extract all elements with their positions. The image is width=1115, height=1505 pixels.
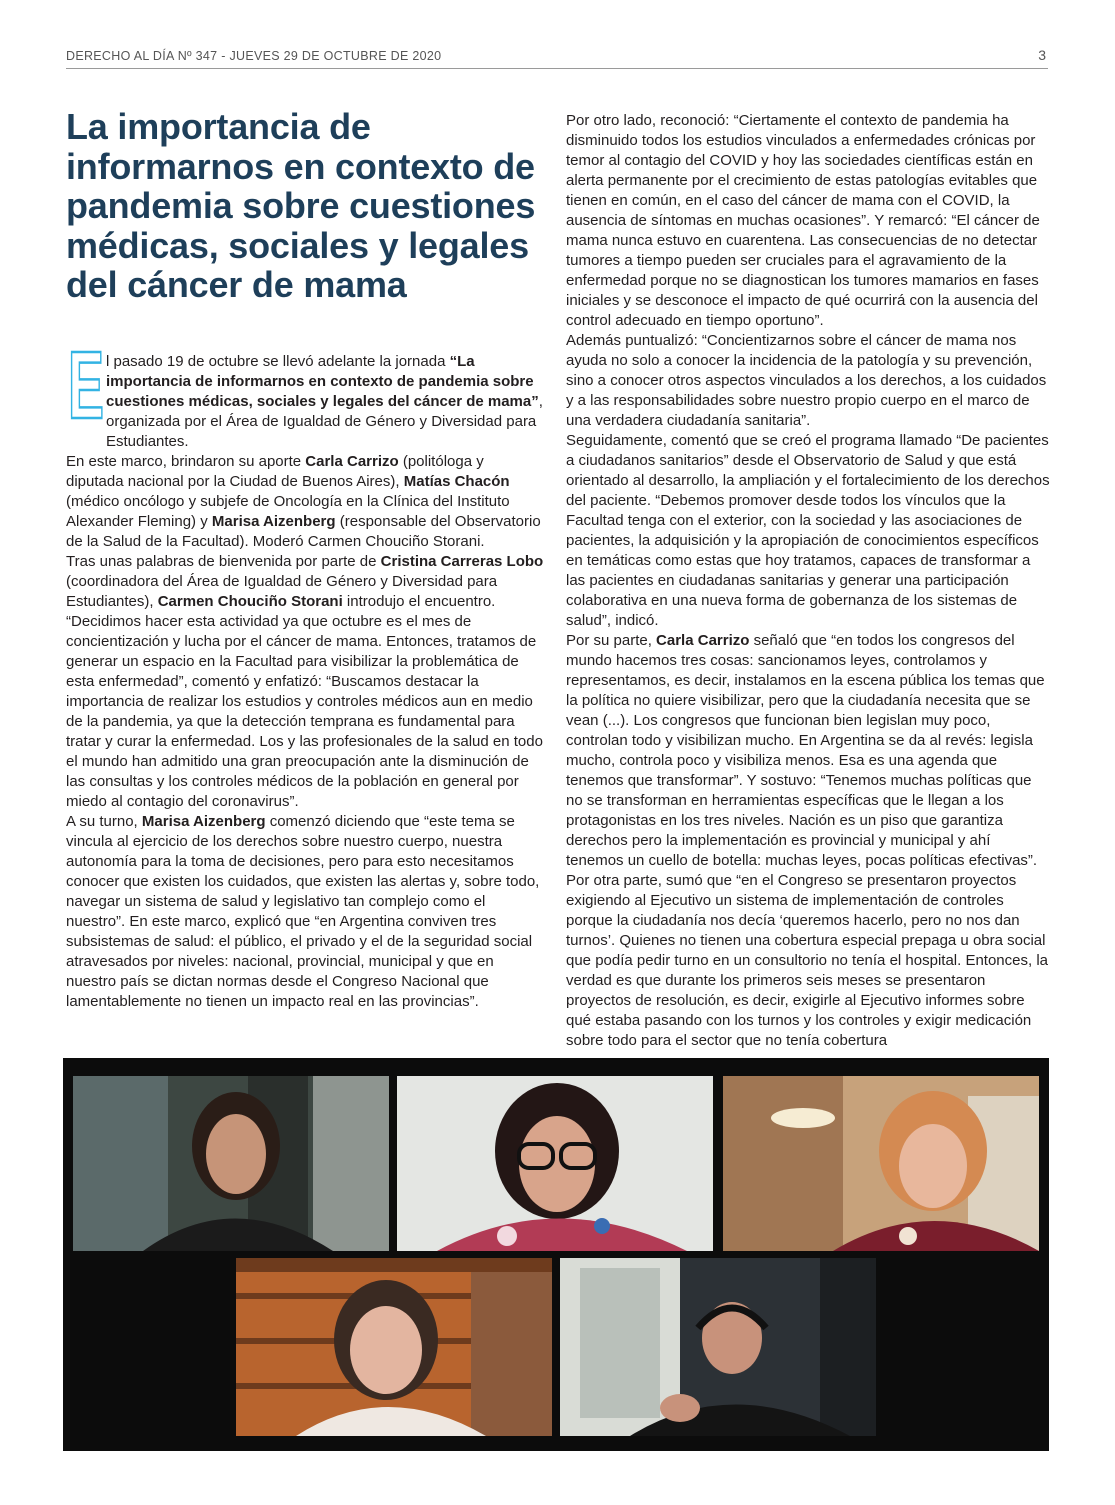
speaker-name: Marisa Aizenberg bbox=[141, 813, 266, 830]
participant-tile bbox=[236, 1258, 552, 1436]
article-column-left bbox=[66, 352, 544, 1012]
video-call-screenshot bbox=[63, 1058, 1049, 1451]
paragraph-carrizo bbox=[566, 631, 1050, 871]
participant-photo bbox=[560, 1258, 876, 1436]
intro-rest: , organizada por el Área de Igualdad de Género y Diversidad para Estudiantes. bbox=[106, 393, 543, 450]
participant-photo bbox=[723, 1076, 1039, 1251]
aizenberg-text: comenzó diciendo que “este tema se vincula al ejercicio de los derechos sobre nuestro cuerpo, nuestra autonomía para la toma de decisiones, pero para esto necesitamos conocer que existen los cuidados, que existen las alertas y, sobre todo, navegar un sistema de salud y legislativo tan complejo como el nuestro”. En este marco, explicó que “en Argentina conviven tres subsistemas de salud: el público, el privado y el de la seguridad social atravesados por niveles: nacional, provincial, municipal y que en nuestro país se dictan normas desde el Congreso Nacional que lamentablemente no tienen un impacto real en las provincias”. bbox=[66, 813, 540, 1010]
speakers-text: (politóloga y diputada nacional por la Ciudad de Buenos Aires), bbox=[66, 453, 484, 490]
aizenberg-text: A su turno, bbox=[66, 813, 142, 830]
participant-tile bbox=[560, 1258, 876, 1436]
welcome-text: (coordinadora del Área de Igualdad de Género y Diversidad para Estudiantes), bbox=[66, 573, 498, 610]
paragraph-pandemic: Por otro lado, reconoció: “Ciertamente el contexto de pandemia ha disminuido todos los estudios vinculados a enfermedades crónicas por temor al contagio del COVID y hoy las sociedades científicas están en alerta permanente por el crecimiento de estas patologías evitables que tienen en común, en el caso del cáncer de mama con el COVID, la ausencia de síntomas en muchas ocasiones”. Y remarcó: “El cáncer de mama nunca estuvo en cuarentena. Las consecuencias de no detectar tumores a tiempo pueden ser cruciales para el agravamiento de la enfermedad porque no se diagnostican los tumores mamarios en fases iniciales y se desconoce el impacto de qué ocurrirá con la ausencia del control adecuado en tiempo oportuno”. bbox=[566, 112, 1040, 329]
participant-tile bbox=[73, 1076, 389, 1251]
paragraph-intro bbox=[66, 352, 544, 452]
intro-text: l pasado 19 de octubre se llevó adelante la jornada bbox=[106, 353, 450, 370]
welcome-text: introdujo el encuentro. “Decidimos hacer esta actividad ya que octubre es el mes de concientización y lucha por el cáncer de mama. Entonces, tratamos de generar un espacio en la Facultad para visibilizar la problemática de esta enfermedad”, comentó y enfatizó: “Buscamos destacar la importancia de realizar los estudios y controles médicos aun en medio de la pandemia, ya que la detección temprana es fundamental para tratar y curar la enfermedad. Los y las profesionales de la salud en todo el mundo han admitido una gran preocupación ante la disminución de las consultas y los controles médicos de la población en general por miedo al contagio del coronavirus”. bbox=[66, 593, 543, 810]
speakers-text: (médico oncólogo y subjefe de Oncología en la Clínica del Instituto Alexander Fleming) y bbox=[66, 493, 510, 530]
page-number: 3 bbox=[1038, 47, 1046, 63]
page-header bbox=[66, 48, 1048, 69]
speakers-text: (responsable del Observatorio de la Salud de la Facultad). Moderó Carmen Chouciño Storani. bbox=[66, 513, 541, 550]
speaker-name: Matías Chacón bbox=[403, 473, 510, 490]
speaker-name: Carmen Chouciño Storani bbox=[157, 593, 343, 610]
speakers-text: En este marco, brindaron su aporte bbox=[66, 453, 306, 470]
participant-tile bbox=[397, 1076, 713, 1251]
participant-tile bbox=[723, 1076, 1039, 1251]
participant-photo bbox=[236, 1258, 552, 1436]
carrizo-text: Por su parte, bbox=[566, 632, 657, 649]
speaker-name: Carla Carrizo bbox=[656, 632, 750, 649]
participant-photo bbox=[73, 1076, 389, 1251]
paragraph-awareness: Además puntualizó: “Concientizarnos sobre el cáncer de mama nos ayuda no solo a conocer la incidencia de la patología y su prevención, sino a conocer otros aspectos vinculados a los derechos, a los cuidados y a las responsabilidades sobre nuestro propio cuerpo en el marco de una verdadera ciudadanía sanitaria”. bbox=[566, 332, 1047, 429]
carrizo-text: señaló que “en todos los congresos del mundo hacemos tres cosas: sancionamos leyes, controlamos y representamos, es decir, instalamos en la escena pública los temas que la política no quiere visibilizar, pero que la ciudadanía necesita que se vean (...). Los congresos que funcionan bien legislan muy poco, controlan todo y visibilizan mucho. En Argentina se da al revés: legisla mucho, controla poco y visibiliza menos. Esa es una agenda que tenemos que transformar”. Y sostuvo: “Tenemos muchas políticas que no se transforman en herramientas específicas que le llegan a los protagonistas en los tres niveles. Nación es un piso que garantiza derechos pero la implementación es provincial y municipal y ahí tenemos un cuello de botella: muchas leyes, pocas políticas efectivas”. bbox=[566, 632, 1045, 869]
paragraph-program: Seguidamente, comentó que se creó el programa llamado “De pacientes a ciudadanos sanitarios” desde el Observatorio de Salud y que está orientado al desarrollo, la ampliación y el fortalecimiento de los derechos del paciente. “Debemos promover desde todos los vínculos que la Facultad tenga con el exterior, con la sociedad y las asociaciones de pacientes, la adquisición y la apropiación de conocimientos específicos en temáticas como estas que hoy tratamos, capaces de transformar a las pacientes en ciudadanas sanitarias y generar una participación colaborativa en una nueva forma de gobernanza de los sistemas de salud”, indicó. bbox=[566, 432, 1050, 629]
participant-photo bbox=[397, 1076, 713, 1251]
speaker-name: Carla Carrizo bbox=[305, 453, 399, 470]
paragraph-congress: Por otra parte, sumó que “en el Congreso se presentaron proyectos exigiendo al Ejecutivo un sistema de implementación de controles porque la ciudadanía nos decía ‘queremos hacerlo, pero no nos dan turnos’. Quienes no tienen una cobertura especial prepaga u obra social que podía pedir turno en un consultorio no tenía el hospital. Entonces, la verdad es que durante los primeros seis meses se presentaron proyectos de resolución, es decir, exigirle al Ejecutivo informes sobre qué estaba pasando con los turnos y los controles y exigir medicación sobre todo para el sector que no tenía cobertura bbox=[566, 872, 1048, 1049]
paragraph-aizenberg bbox=[66, 812, 544, 1012]
drop-cap-letter: E bbox=[68, 332, 104, 439]
article-title: La importancia de informarnos en contexto de pandemia sobre cuestiones médicas, sociales y legales del cáncer de mama bbox=[66, 106, 536, 305]
speaker-name: Cristina Carreras Lobo bbox=[380, 553, 544, 570]
article-column-right bbox=[566, 111, 1050, 1051]
publication-info: DERECHO AL DÍA Nº 347 - JUEVES 29 DE OCTUBRE DE 2020 bbox=[66, 49, 442, 63]
speaker-name: Marisa Aizenberg bbox=[211, 513, 336, 530]
event-name: “La importancia de informarnos en contexto de pandemia sobre cuestiones médicas, sociales y legales del cáncer de mama” bbox=[106, 353, 539, 410]
paragraph-speakers bbox=[66, 452, 544, 552]
paragraph-welcome bbox=[66, 552, 544, 812]
welcome-text: Tras unas palabras de bienvenida por parte de bbox=[66, 553, 381, 570]
